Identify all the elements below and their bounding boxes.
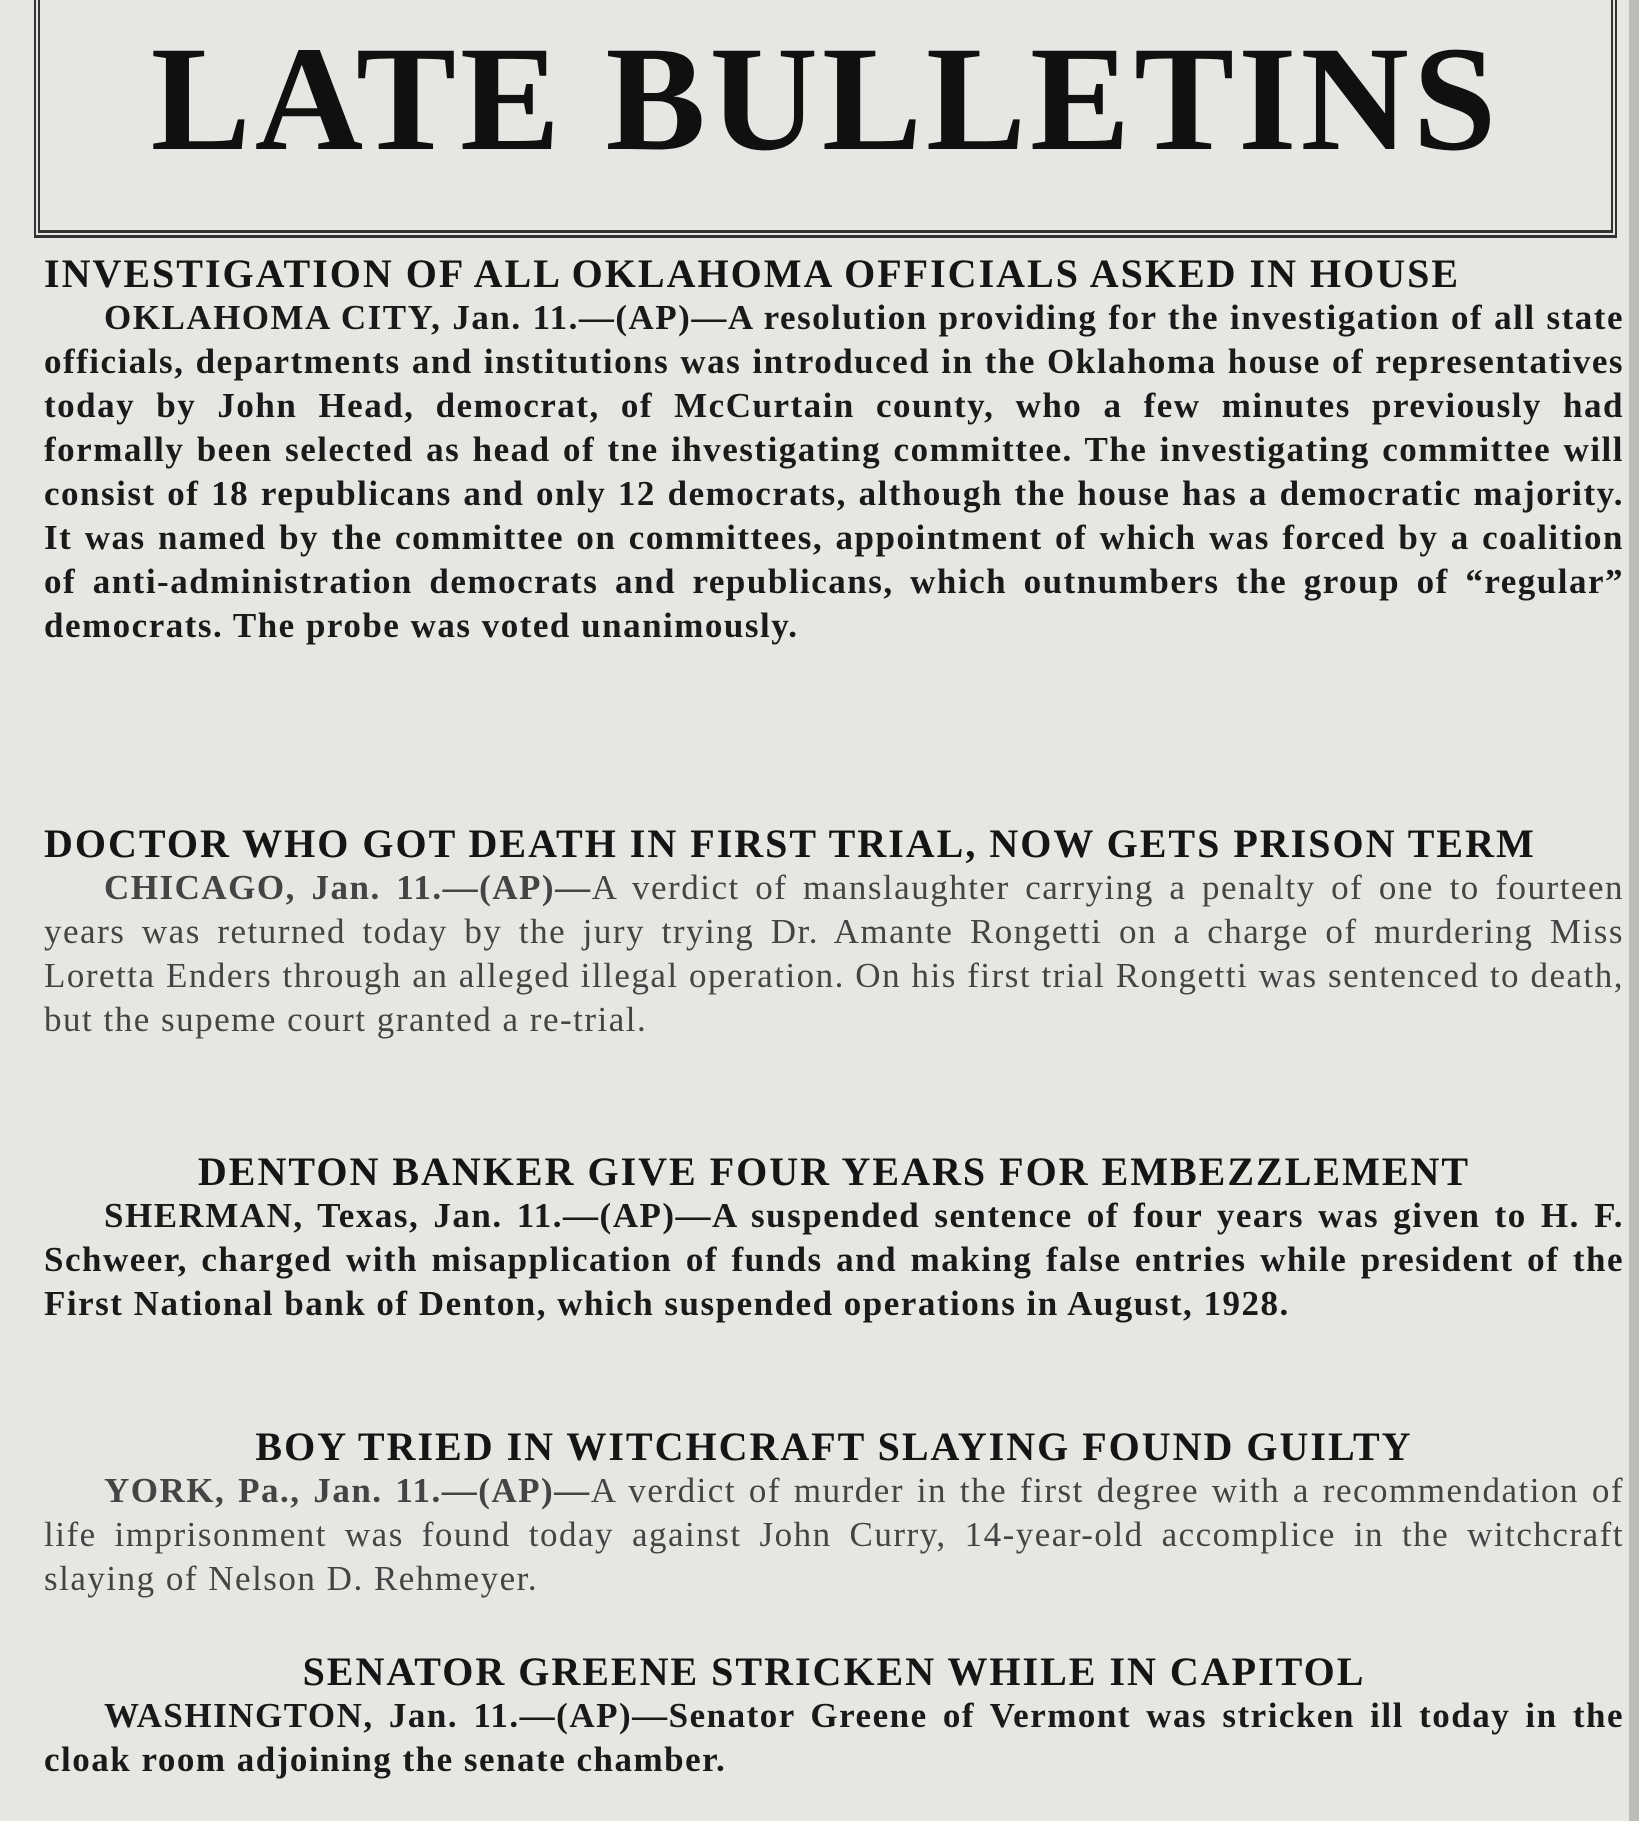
story-body	[44, 1194, 1624, 1326]
story-body	[44, 866, 1624, 1042]
masthead-box	[34, 0, 1617, 238]
story-doctor-prison-term	[44, 822, 1624, 1042]
story-body	[44, 1694, 1624, 1782]
story-body	[44, 296, 1624, 648]
story-headline: INVESTIGATION OF ALL OKLAHOMA OFFICIALS ASKED IN HOUSE	[44, 251, 1461, 296]
story-text: A verdict of manslaughter carrying a penalty of one to fourteen years was returned today by the jury trying Dr. Amante Rongetti on a charge of murdering Miss Loretta Enders through an alleged illegal operation. On his first trial Rongetti was sentenced to death, but the supeme court granted a re-trial.	[44, 868, 1624, 1039]
story-headline: BOY TRIED IN WITCHCRAFT SLAYING FOUND GUILTY	[255, 1424, 1413, 1469]
masthead-title: LATE BULLETINS	[150, 16, 1501, 182]
story-headline: DOCTOR WHO GOT DEATH IN FIRST TRIAL, NOW GETS PRISON TERM	[44, 821, 1536, 866]
story-headline: SENATOR GREENE STRICKEN WHILE IN CAPITOL	[302, 1649, 1366, 1694]
story-dateline: WASHINGTON, Jan. 11.—(AP)—	[104, 1696, 669, 1735]
story-text: A verdict of murder in the first degree with a recommendation of life imprisonment was found today against John Curry, 14-year-old accomplice in the witchcraft slaying of Nelson D. Rehmeyer.	[44, 1471, 1624, 1598]
story-denton-banker	[44, 1150, 1624, 1326]
story-dateline: YORK, Pa., Jan. 11.—(AP)—	[104, 1471, 591, 1510]
story-text: A suspended sentence of four years was given to H. F. Schweer, charged with misapplication of funds and making false entries while president of the First National bank of Denton, which suspended operations in August, 1928.	[44, 1196, 1624, 1323]
story-dateline: CHICAGO, Jan. 11.—(AP)—	[104, 868, 592, 907]
story-dateline: SHERMAN, Texas, Jan. 11.—(AP)—	[104, 1196, 713, 1235]
story-text: A resolution providing for the investigation of all state officials, departments and institutions was introduced in the Oklahoma house of representatives today by John Head, democrat, of McCurtain county, who a few minutes previously had formally been selected as head of tne ihvestigating committee. The investigating committee will consist of 18 republicans and only 12 democrats, although the house has a democratic majority. It was named by the committee on committees, appointment of which was forced by a coalition of anti-administration democrats and republicans, which outnumbers the group of “regular” democrats. The probe was voted unanimously.	[44, 298, 1624, 645]
story-body	[44, 1469, 1624, 1601]
story-dateline: OKLAHOMA CITY, Jan. 11.—(AP)—	[104, 298, 728, 337]
story-text: Senator Greene of Vermont was stricken ill today in the cloak room adjoining the senate chamber.	[44, 1696, 1625, 1779]
column-rule	[1629, 0, 1639, 1821]
story-witchcraft-slaying	[44, 1425, 1624, 1601]
story-senator-greene	[44, 1650, 1624, 1782]
story-oklahoma-investigation	[44, 252, 1624, 648]
story-headline: DENTON BANKER GIVE FOUR YEARS FOR EMBEZZLEMENT	[197, 1149, 1471, 1194]
